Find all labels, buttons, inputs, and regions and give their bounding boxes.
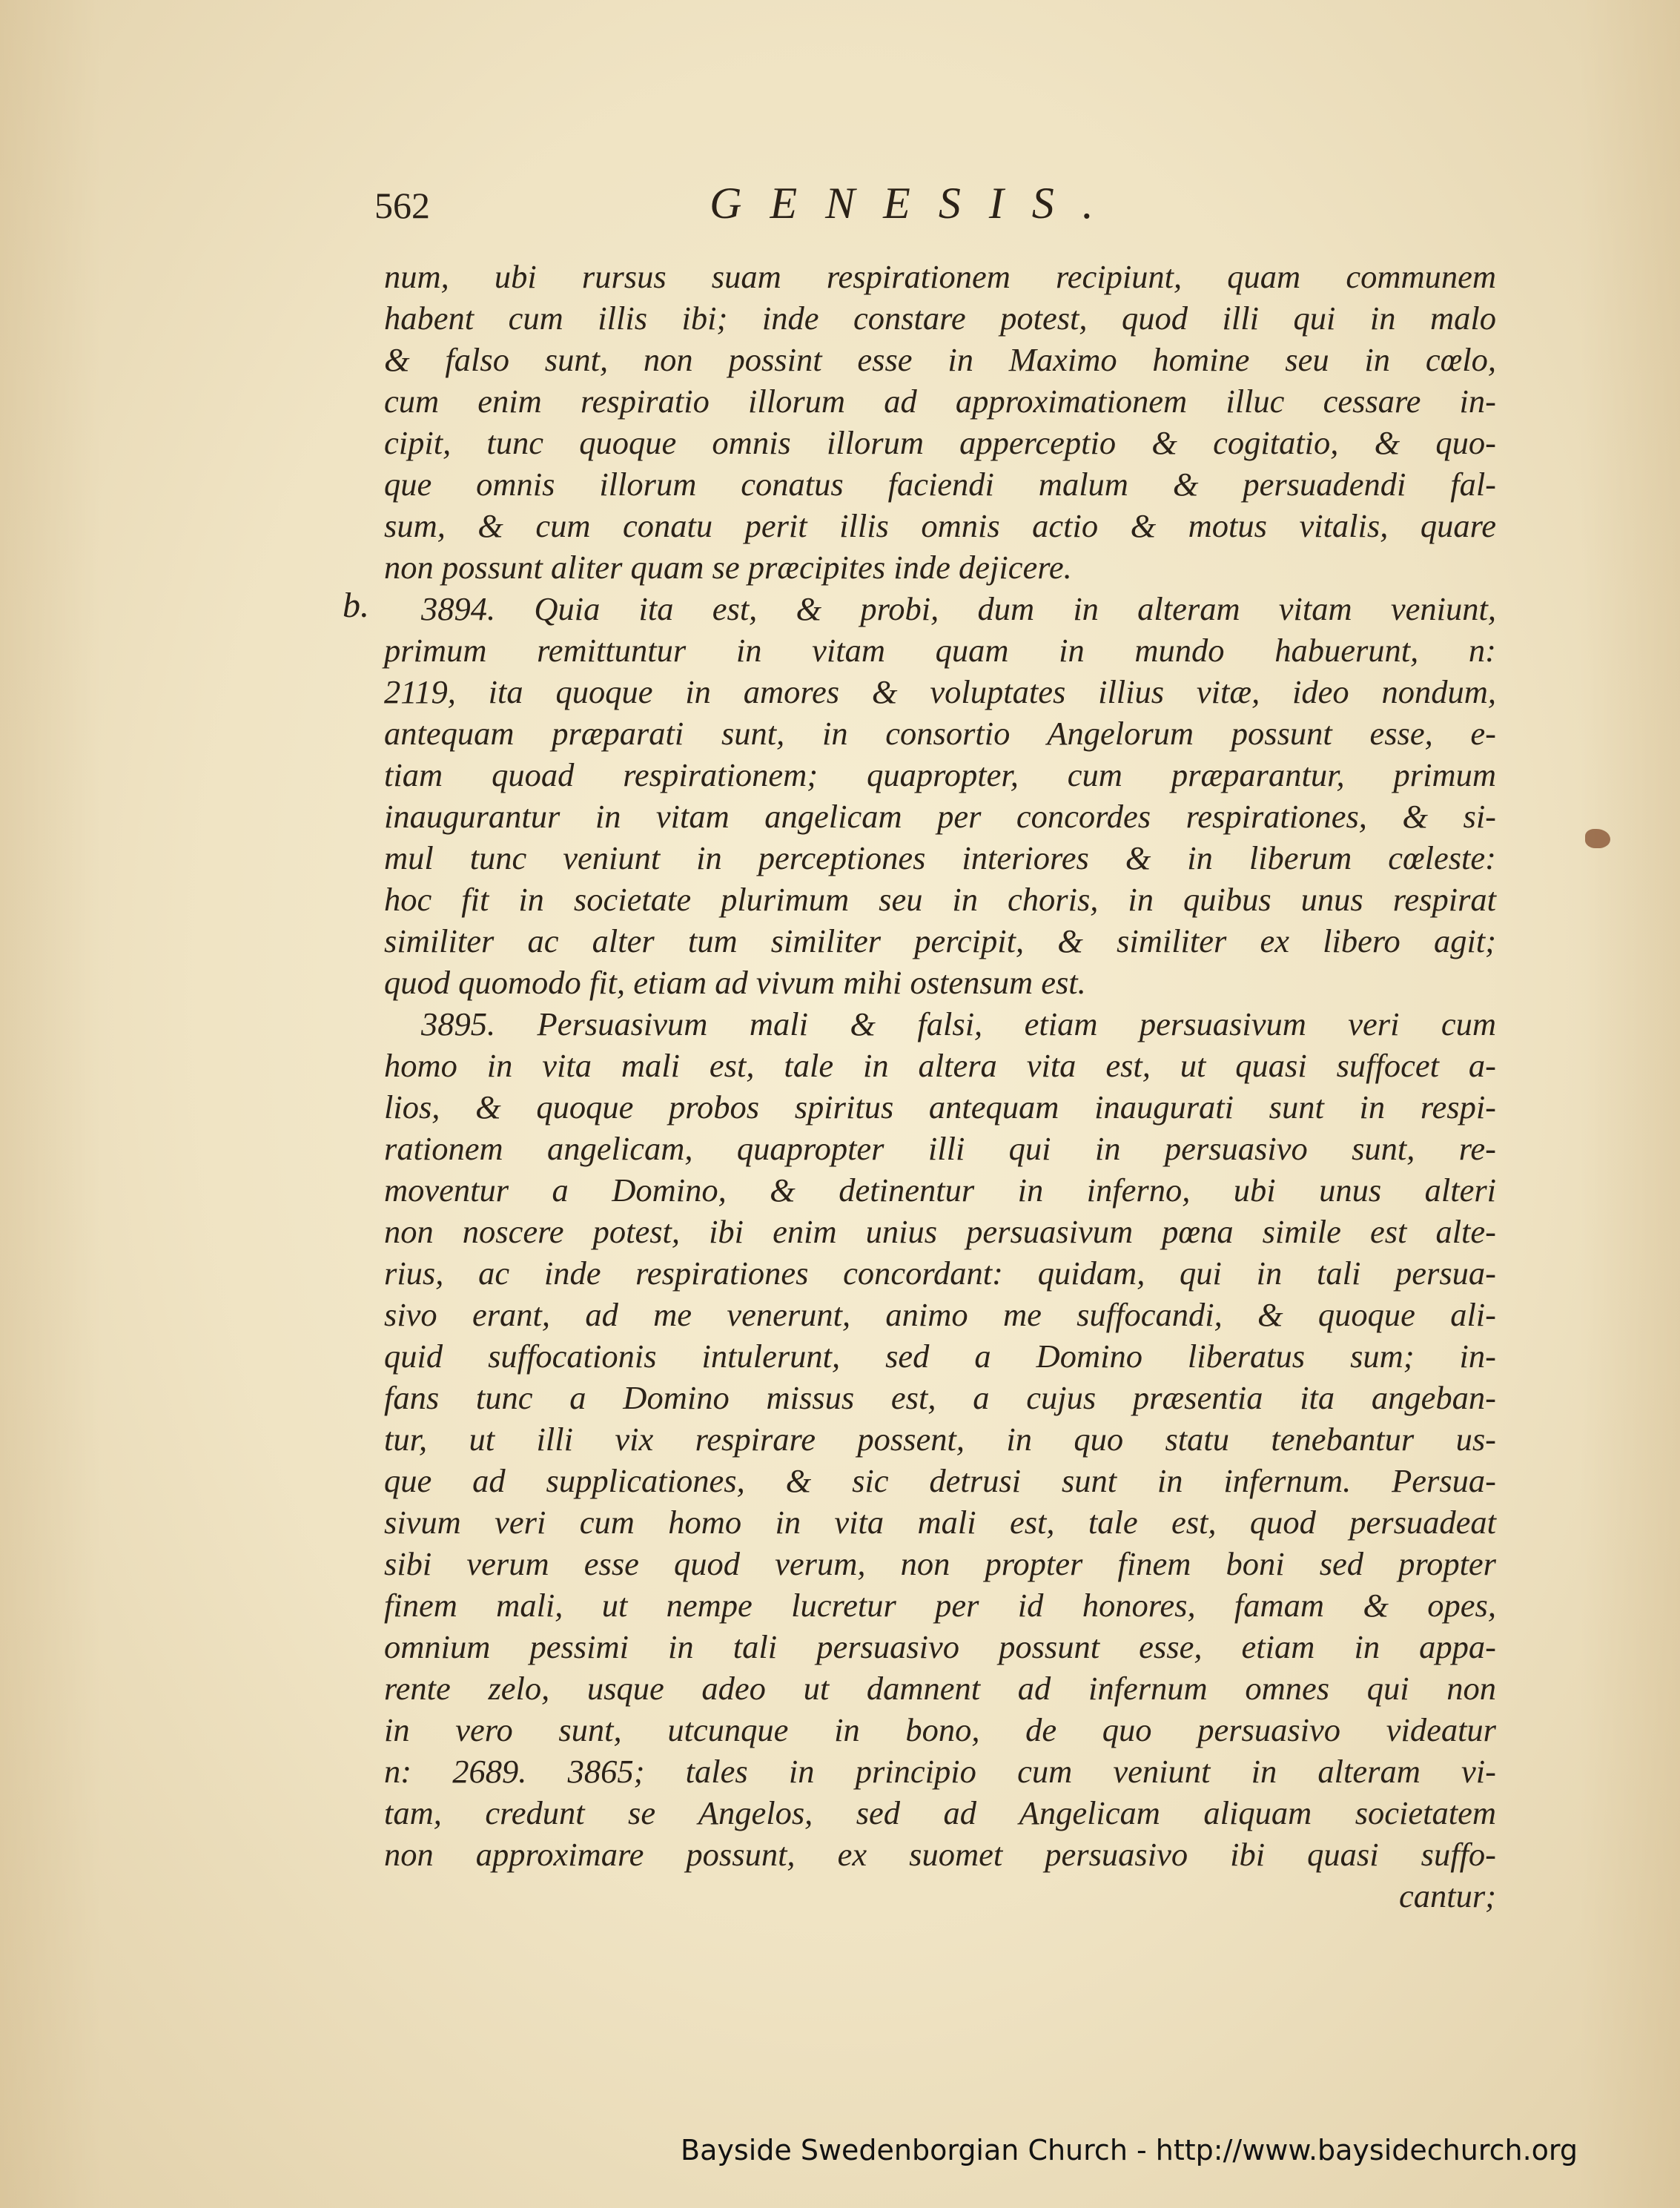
text-line: rationem angelicam, quapropter illi qui in persuasivo sunt, re- xyxy=(384,1130,1496,1167)
text-line: quod quomodo fit, etiam ad vivum mihi ostensum est. xyxy=(384,964,1086,1001)
paragraph-start-3895: 3895. Persuasivum mali & falsi, etiam persuasivum veri cum xyxy=(421,1005,1496,1042)
running-title: GENESIS. xyxy=(710,179,1122,228)
text-line: tam, credunt se Angelos, sed ad Angelicam aliquam societatem xyxy=(384,1794,1496,1831)
paper-stain xyxy=(1585,829,1610,848)
text-line: tur, ut illi vix respirare possent, in quo statu tenebantur us- xyxy=(384,1421,1496,1458)
text-line: inaugurantur in vitam angelicam per concordes respirationes, & si- xyxy=(384,798,1496,835)
text-line: similiter ac alter tum similiter percipit, & similiter ex libero agit; xyxy=(384,922,1496,959)
text-line: non approximare possunt, ex suomet persuasivo ibi quasi suffo- xyxy=(384,1836,1496,1873)
text-line: antequam præparati sunt, in consortio Angelorum possunt esse, e- xyxy=(384,715,1496,752)
margin-note: b. xyxy=(343,586,369,625)
text-line: homo in vita mali est, tale in altera vita est, ut quasi suffocet a- xyxy=(384,1047,1496,1084)
text-line: lios, & quoque probos spiritus antequam inaugurati sunt in respi- xyxy=(384,1088,1496,1126)
body-text xyxy=(384,256,1496,1917)
text-line: que omnis illorum conatus faciendi malum & persuadendi fal- xyxy=(384,466,1496,503)
text-line: n: 2689. 3865; tales in principio cum veniunt in alteram vi- xyxy=(384,1753,1496,1790)
text-line: non noscere potest, ibi enim unius persuasivum pœna simile est alte- xyxy=(384,1213,1496,1250)
text-line: sivo erant, ad me venerunt, animo me suffocandi, & quoque ali- xyxy=(384,1296,1496,1333)
text-line: fans tunc a Domino missus est, a cujus præsentia ita angeban- xyxy=(384,1379,1496,1416)
text-line: omnium pessimi in tali persuasivo possunt esse, etiam in appa- xyxy=(384,1628,1496,1665)
page-number: 562 xyxy=(374,185,430,226)
text-line: cum enim respiratio illorum ad approximationem illuc cessare in- xyxy=(384,383,1496,420)
text-line: que ad supplicationes, & sic detrusi sunt in infernum. Persua- xyxy=(384,1462,1496,1499)
text-line: cipit, tunc quoque omnis illorum apperceptio & cogitatio, & quo- xyxy=(384,424,1496,461)
text-line: sibi verum esse quod verum, non propter finem boni sed propter xyxy=(384,1545,1496,1582)
paragraph-start-3894: 3894. Quia ita est, & probi, dum in alteram vitam veniunt, xyxy=(421,590,1496,627)
text-line: quid suffocationis intulerunt, sed a Domino liberatus sum; in- xyxy=(384,1338,1496,1375)
text-line: num, ubi rursus suam respirationem recipiunt, quam communem xyxy=(384,258,1496,295)
text-line: rente zelo, usque adeo ut damnent ad infernum omnes qui non xyxy=(384,1670,1496,1707)
text-line: moventur a Domino, & detinentur in inferno, ubi unus alteri xyxy=(384,1171,1496,1209)
text-line: sum, & cum conatu perit illis omnis actio & motus vitalis, quare xyxy=(384,507,1496,544)
text-line: in vero sunt, utcunque in bono, de quo persuasivo videatur xyxy=(384,1711,1496,1748)
text-line: finem mali, ut nempe lucretur per id honores, famam & opes, xyxy=(384,1587,1496,1624)
catchword: cantur; xyxy=(1398,1877,1496,1914)
text-line: hoc fit in societate plurimum seu in choris, in quibus unus respirat xyxy=(384,881,1496,918)
source-watermark: Bayside Swedenborgian Church - http://www.baysidechurch.org xyxy=(681,2134,1578,2166)
text-line: tiam quoad respirationem; quapropter, cum præparantur, primum xyxy=(384,756,1496,793)
text-line: rius, ac inde respirationes concordant: quidam, qui in tali persua- xyxy=(384,1255,1496,1292)
text-line: & falso sunt, non possint esse in Maximo homine seu in cœlo, xyxy=(384,341,1496,378)
text-line: habent cum illis ibi; inde constare potest, quod illi qui in malo xyxy=(384,300,1496,337)
text-line: primum remittuntur in vitam quam in mundo habuerunt, n: xyxy=(384,632,1496,669)
text-line: 2119, ita quoque in amores & voluptates illius vitæ, ideo nondum, xyxy=(384,673,1496,710)
text-line: non possunt aliter quam se præcipites inde dejicere. xyxy=(384,549,1072,586)
page-header xyxy=(374,178,1486,237)
text-line: mul tunc veniunt in perceptiones interiores & in liberum cœleste: xyxy=(384,839,1496,876)
text-line: sivum veri cum homo in vita mali est, tale est, quod persuadeat xyxy=(384,1504,1496,1541)
